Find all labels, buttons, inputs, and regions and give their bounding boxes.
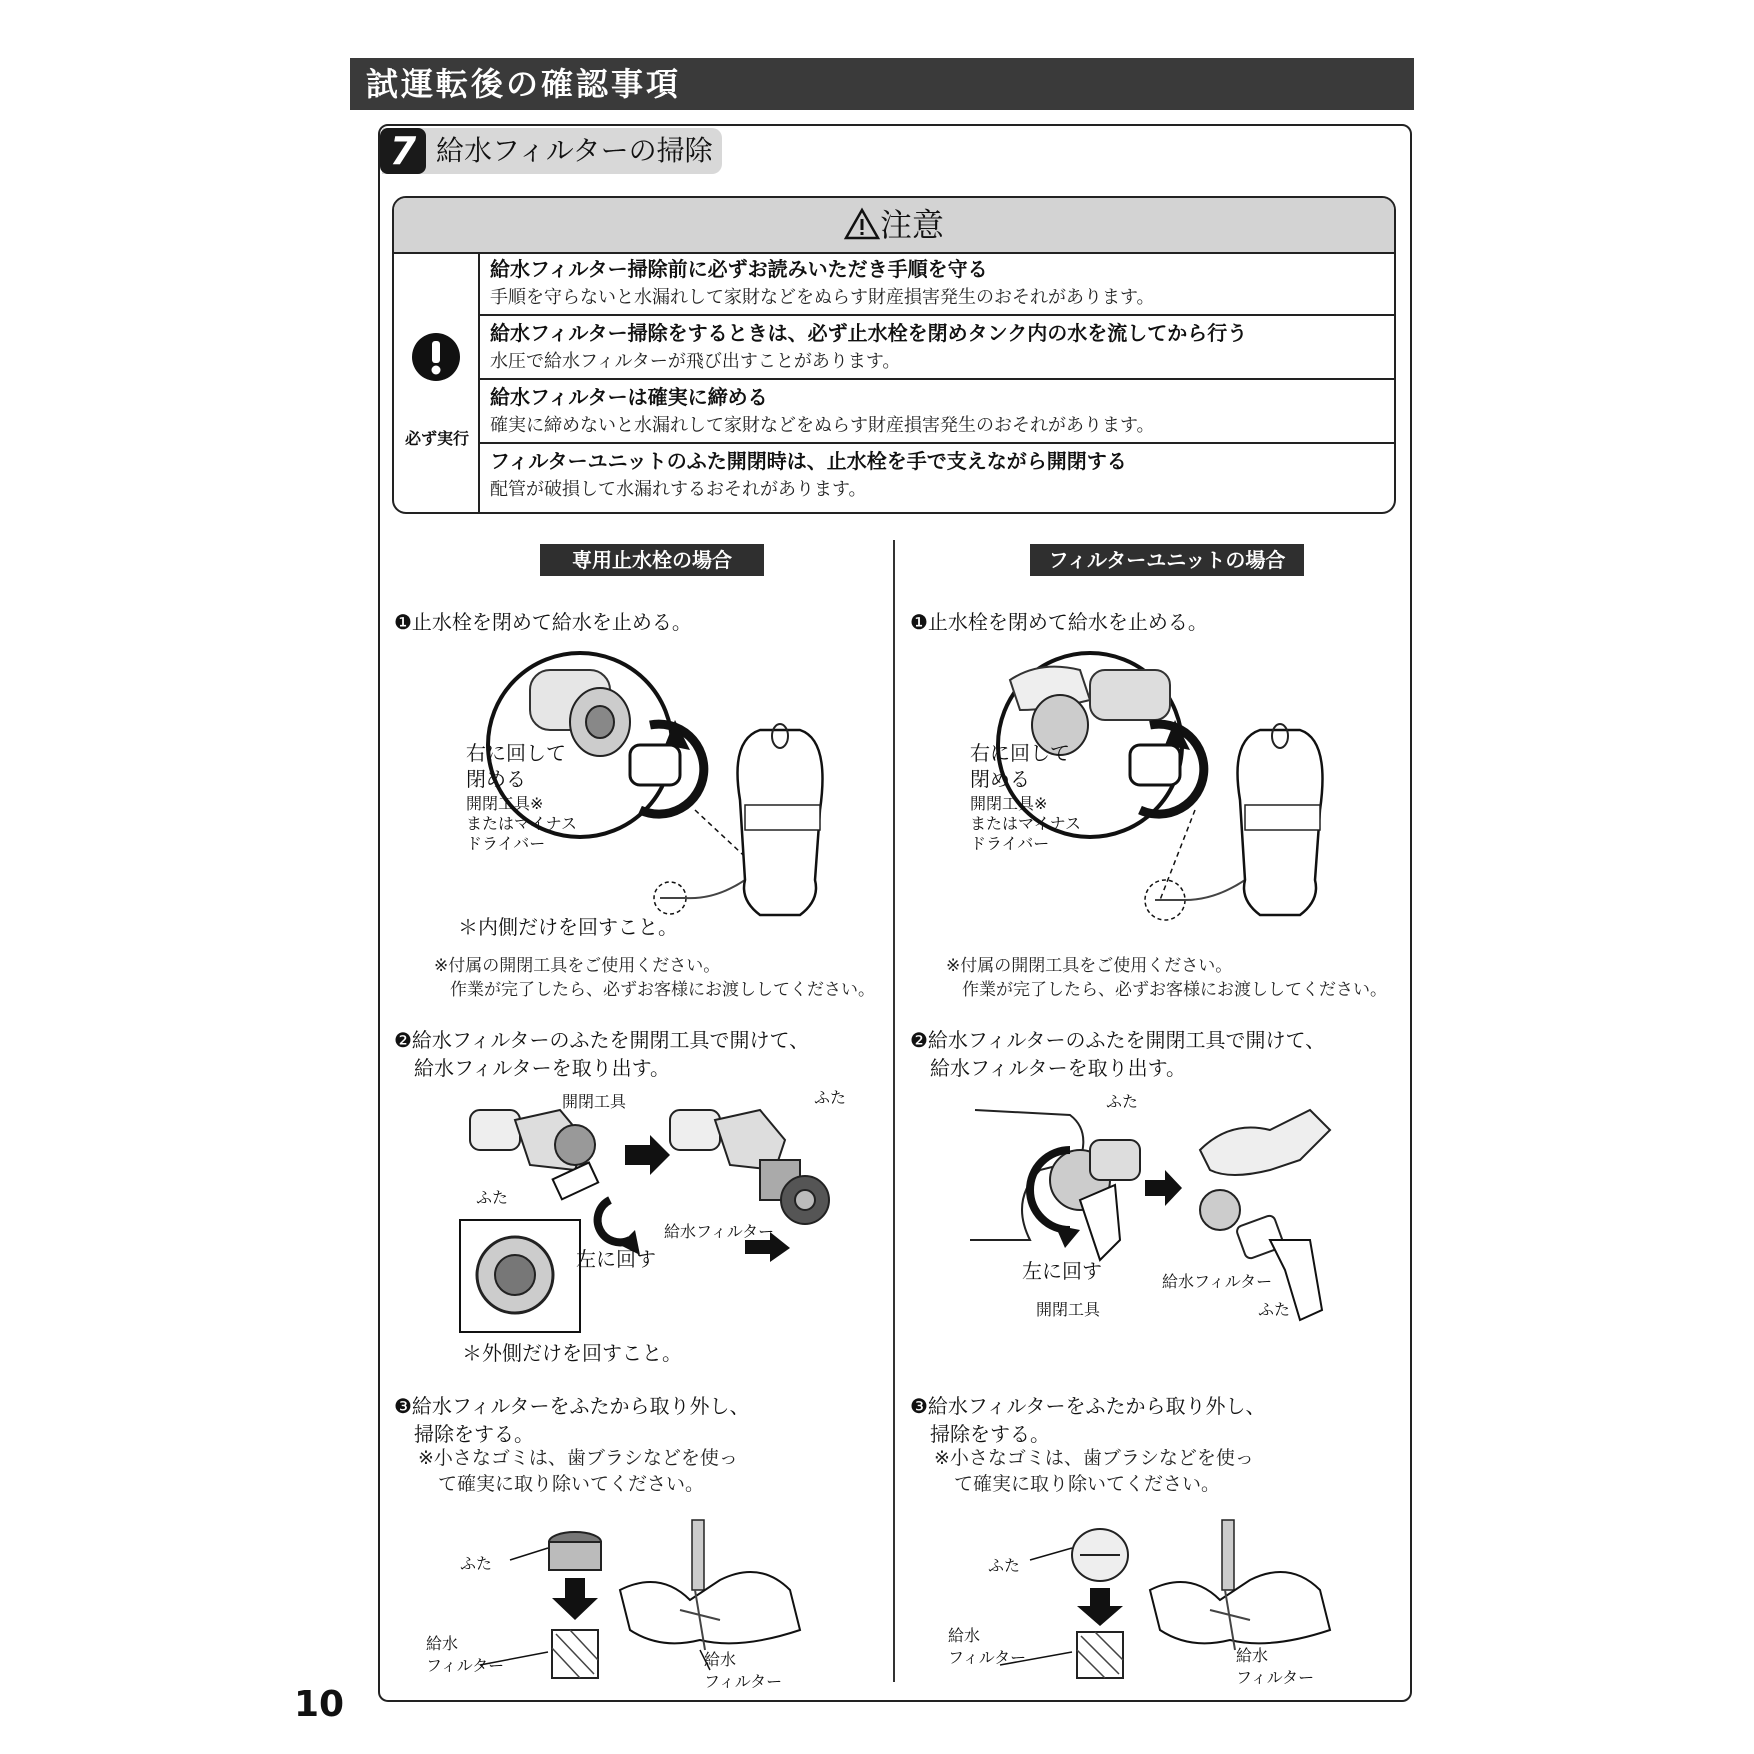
right-fig3-label: フィルター bbox=[1236, 1668, 1315, 1687]
left-fig2-label: ふた bbox=[476, 1188, 509, 1207]
right-fig1-label: またはマイナス bbox=[970, 814, 1082, 833]
caution-row: 給水フィルター掃除をするときは、必ず止水栓を閉めタンク内の水を流してから行う 水圧で給水フィルターが飛び出すことがあります。 bbox=[480, 316, 1396, 380]
left-step-2a: ❷給水フィルターのふたを開閉工具で開けて、 bbox=[394, 1028, 810, 1052]
page-title: 試運転後の確認事項 bbox=[366, 65, 682, 103]
exclamation-icon bbox=[411, 332, 461, 382]
right-note-1b: 作業が完了したら、必ずお客様にお渡ししてください。 bbox=[962, 980, 1387, 1000]
caution-row: フィルターユニットのふた開閉時は、止水栓を手で支えながら開閉する 配管が破損して水漏れするおそれがあります。 bbox=[490, 449, 1127, 500]
right-fig2-label: 左に回す bbox=[1022, 1259, 1102, 1283]
right-fig2-label: 開閉工具 bbox=[1036, 1300, 1101, 1319]
section-title: 給水フィルターの掃除 bbox=[436, 134, 713, 167]
right-fig1-label: 右に回して bbox=[970, 741, 1070, 765]
left-filter-removal-illustration bbox=[460, 1090, 860, 1340]
caution-box bbox=[392, 196, 1396, 514]
right-note-3a: ※小さなゴミは、歯ブラシなどを使っ bbox=[934, 1447, 1254, 1469]
left-fig3-label: 給水 bbox=[426, 1634, 459, 1653]
caution-side bbox=[394, 252, 480, 514]
right-fig2-label: ふた bbox=[1106, 1092, 1139, 1111]
right-fig3-label: ふた bbox=[988, 1556, 1021, 1575]
page-number: 10 bbox=[294, 1684, 345, 1725]
left-fig1-label: またはマイナス bbox=[466, 814, 578, 833]
left-fig1-note: ＊内側だけを回すこと。 bbox=[458, 915, 678, 939]
column-divider bbox=[893, 540, 895, 1682]
right-fig3-label: 給水 bbox=[948, 1626, 981, 1645]
right-fig2-label: 給水フィルター bbox=[1162, 1272, 1273, 1291]
right-fig1-label: 開閉工具※ bbox=[970, 794, 1048, 813]
left-step-2b: 給水フィルターを取り出す。 bbox=[414, 1056, 670, 1080]
left-fig3-label: フィルター bbox=[426, 1656, 505, 1675]
right-fig2-label: ふた bbox=[1258, 1300, 1291, 1319]
left-fig2-label: 左に回す bbox=[576, 1247, 656, 1271]
section-number: 7 bbox=[380, 128, 426, 174]
left-step-3b: 掃除をする。 bbox=[414, 1422, 534, 1446]
right-fig1-label: 閉める bbox=[970, 767, 1030, 791]
left-fig1-label: 閉める bbox=[466, 767, 526, 791]
right-filter-removal-illustration bbox=[970, 1090, 1350, 1340]
must-do-label: 必ず実行 bbox=[404, 429, 469, 448]
left-step-3a: ❸給水フィルターをふたから取り外し、 bbox=[394, 1394, 750, 1418]
right-fig3-label: 給水 bbox=[1236, 1646, 1269, 1665]
right-note-1a: ※付属の開閉工具をご使用ください。 bbox=[946, 956, 1233, 976]
left-fig2-note: ＊外側だけを回すこと。 bbox=[462, 1341, 682, 1365]
caution-row: 給水フィルター掃除前に必ずお読みいただき手順を守る 手順を守らないと水漏れして家財などをぬらす財産損害発生のおそれがあります。 bbox=[480, 252, 1396, 316]
right-step-2b: 給水フィルターを取り出す。 bbox=[930, 1056, 1186, 1080]
left-note-3a: ※小さなゴミは、歯ブラシなどを使っ bbox=[418, 1447, 738, 1469]
right-step-3a: ❸給水フィルターをふたから取り外し、 bbox=[910, 1394, 1266, 1418]
left-fig3-label: フィルター bbox=[704, 1672, 783, 1691]
left-note-1a: ※付属の開閉工具をご使用ください。 bbox=[434, 956, 721, 976]
left-fig2-label: 開閉工具 bbox=[562, 1092, 627, 1111]
right-step-2a: ❷給水フィルターのふたを開閉工具で開けて、 bbox=[910, 1028, 1326, 1052]
left-fig2-label: 給水フィルター bbox=[664, 1222, 775, 1241]
left-note-1b: 作業が完了したら、必ずお客様にお渡ししてください。 bbox=[450, 980, 875, 1000]
left-column-heading: 専用止水栓の場合 bbox=[540, 544, 764, 576]
left-fig1-label: 開閉工具※ bbox=[466, 794, 544, 813]
caution-row: 給水フィルターは確実に締める 確実に締めないと水漏れして家財などをぬらす財産損害発生のおそれがあります。 bbox=[480, 380, 1396, 444]
left-fig1-label: 右に回して bbox=[466, 741, 566, 765]
right-note-3b: て確実に取り除いてください。 bbox=[954, 1473, 1221, 1495]
right-fig1-label: ドライバー bbox=[970, 834, 1050, 853]
left-fig3-label: 給水 bbox=[704, 1650, 737, 1669]
warning-icon bbox=[844, 208, 880, 240]
left-fig3-label: ふた bbox=[460, 1554, 493, 1573]
left-step-1: ❶止水栓を閉めて給水を止める。 bbox=[394, 610, 692, 634]
right-fig3-label: フィルター bbox=[948, 1648, 1027, 1667]
left-fig2-label: ふた bbox=[814, 1088, 847, 1107]
right-step-1: ❶止水栓を閉めて給水を止める。 bbox=[910, 610, 1208, 634]
caution-title: 注意 bbox=[394, 198, 1394, 252]
left-note-3b: て確実に取り除いてください。 bbox=[438, 1473, 705, 1495]
right-column-heading: フィルターユニットの場合 bbox=[1030, 544, 1304, 576]
left-fig1-label: ドライバー bbox=[466, 834, 546, 853]
right-step-3b: 掃除をする。 bbox=[930, 1422, 1050, 1446]
